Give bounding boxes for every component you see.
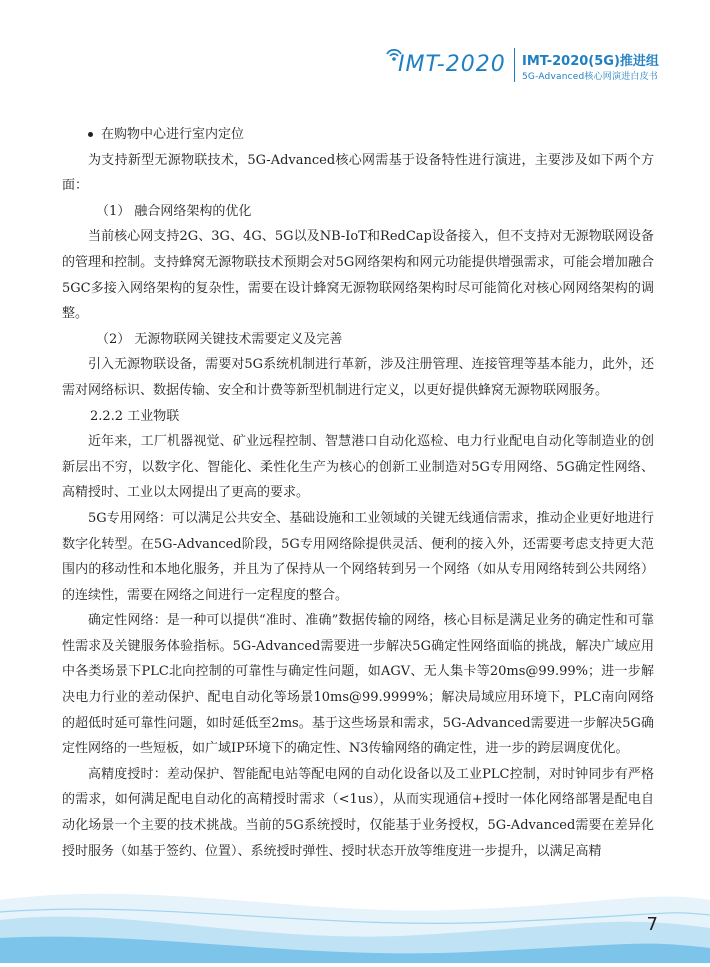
page-number: 7 <box>646 914 658 935</box>
paragraph: 为支持新型无源物联技术，5G-Advanced核心网需基于设备特性进行演进，主要涉及如下两个方面： <box>62 152 654 194</box>
imt2020-logo <box>384 46 510 80</box>
paragraph: 当前核心网支持2G、3G、4G、5G以及NB-IoT和RedCap设备接入，但不支持对无源物联网设备的管理和控制。支持蜂窝无源物联技术预期会对5G网络架构和网元功能提供增强需求，可能会增加融合5GC多接入网络架构的复杂性，需要在设计蜂窝无源物联网络架构时尽可能简化对核心网网络架构的调整。 <box>62 229 654 322</box>
paragraph: 确定性网络：是一种可以提供“准时、准确”数据传输的网络，核心目标是满足业务的确定性和可靠性需求及关键服务体验指标。5G-Advanced需要进一步解决5G确定性网络面临的挑战，解决广域应用中各类场景下PLC北向控制的可靠性与确定性问题，如AGV、无人集卡等20ms@99.99%；进一步解决电力行业的差动保护、配电自动化等场景10ms@99.9999%；解决局域应用环境下，PLC南向网络的超低时延可靠性问题，如时延低至2ms。基于这些场景和需求，5G-Advanced需要进一步解决5G确定性网络的一些短板，如广域IP环境下的确定性、N3传输网络的确定性，进一步的跨层调度优化。 <box>62 613 654 757</box>
subheading: （1） 融合网络架构的优化 <box>96 203 252 219</box>
logo-text: IMT-2020 <box>398 52 506 77</box>
bullet-dot-icon <box>88 132 93 137</box>
paragraph: 引入无源物联设备，需要对5G系统机制进行革新，涉及注册管理、连接管理等基本能力，此外，还需对网络标识、数据传输、安全和计费等新型机制进行定义，以更好提供蜂窝无源物联网服务。 <box>62 357 654 398</box>
header-subtitle: 5G-Advanced核心网演进白皮书 <box>522 72 659 82</box>
section-heading: 2.2.2 工业物联 <box>90 408 180 424</box>
header-title: IMT-2020(5G)推进组 <box>522 54 659 69</box>
bullet-item <box>62 122 654 148</box>
paragraph: 近年来，工厂机器视觉、矿业远程控制、智慧港口自动化巡检、电力行业配电自动化等制造业的创新层出不穷，以数字化、智能化、柔性化生产为核心的创新工业制造对5G专用网络、5G确定性网络、高精授时、工业以太网提出了更高的要求。 <box>62 434 654 501</box>
page-header <box>0 0 710 100</box>
paragraph: 高精度授时：差动保护、智能配电站等配电网的自动化设备以及工业PLC控制，对时钟同步有严格的需求，如何满足配电自动化的高精授时需求（<1us），从而实现通信+授时一体化网络部署是配电自动化场景一个主要的技术挑战。当前的5G系统授时，仅能基于业务授权，5G-Advanced需要在差异化授时服务（如基于签约、位置）、系统授时弹性、授时状态开放等维度进一步提升，以满足高精 <box>62 766 654 859</box>
header-divider <box>514 48 515 82</box>
paragraph: 5G专用网络：可以满足公共安全、基础设施和工业领域的关键无线通信需求，推动企业更好地进行数字化转型。在5G-Advanced阶段，5G专用网络除提供灵活、便利的接入外，还需要考虑支持更大范围内的移动性和本地化服务，并且为了保持从一个网络转到另一个网络（如从专用网络转到公共网络）的连续性，需要在网络之间进行一定程度的整合。 <box>62 510 654 603</box>
subheading: （2） 无源物联网关键技术需要定义及完善 <box>96 331 343 347</box>
footer-wave-decoration <box>0 860 710 963</box>
document-body <box>62 122 654 864</box>
bullet-text: 在购物中心进行室内定位 <box>101 127 245 142</box>
